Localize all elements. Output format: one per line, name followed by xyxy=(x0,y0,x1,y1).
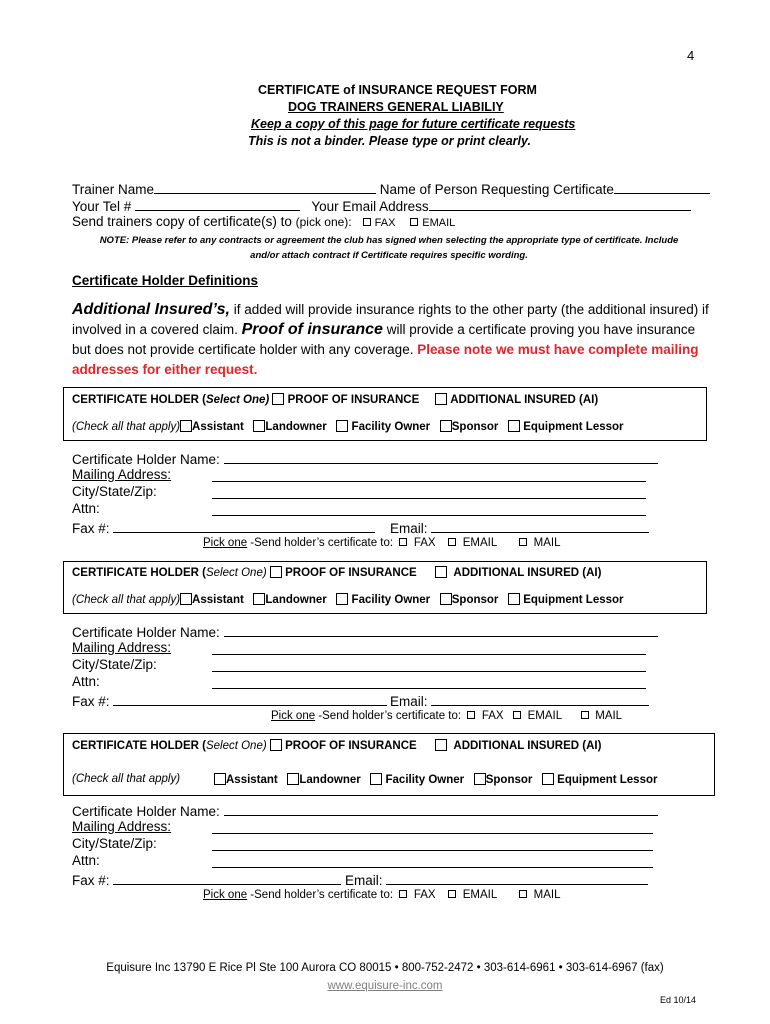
holder-3-fax-field[interactable] xyxy=(113,871,341,885)
holder-1-send-email-checkbox[interactable] xyxy=(448,538,456,546)
holder-2-attn-field[interactable] xyxy=(212,675,646,689)
holder-1-fax-label: Fax #: xyxy=(72,521,110,536)
holder-2-ai-option xyxy=(435,566,601,579)
holder-3-city-field[interactable] xyxy=(212,837,653,851)
send-copy-row xyxy=(72,214,455,229)
holder-1-proof-label: PROOF OF INSURANCE xyxy=(287,394,420,406)
holder-1-ai-option xyxy=(435,393,598,406)
holder-2-facility-checkbox[interactable] xyxy=(336,593,348,605)
holder-3-attn-label: Attn: xyxy=(72,853,100,868)
holder-3-lessor-checkbox[interactable] xyxy=(542,773,554,785)
requester-name-field[interactable] xyxy=(614,180,710,194)
holder-1-sponsor-label: Sponsor xyxy=(451,421,499,433)
holder-2-send-label: -Send holder’s certificate to: xyxy=(315,710,462,722)
holder-1-proof-checkbox[interactable] xyxy=(272,393,284,405)
holder-1-send-mail-label: MAIL xyxy=(533,537,561,549)
holder-3-proof-label: PROOF OF INSURANCE xyxy=(285,740,417,752)
holder-2-email-row xyxy=(390,692,649,709)
footer-website-link[interactable]: www.equisure-inc.com xyxy=(327,980,443,992)
holder-3-sponsor-label: Sponsor xyxy=(485,774,533,786)
trainer-email-checkbox[interactable] xyxy=(410,218,418,226)
holder-3-header: CERTIFICATE HOLDER ( xyxy=(72,740,206,752)
holder-1-lessor-checkbox[interactable] xyxy=(508,420,520,432)
holder-1-send-label: -Send holder’s certificate to: xyxy=(247,537,394,549)
holder-3-name-row xyxy=(72,802,658,819)
additional-insured-term: Additional Insured’s, xyxy=(72,301,230,318)
pick-one-paren: (pick one): xyxy=(295,215,352,229)
holder-1-sponsor-checkbox[interactable] xyxy=(440,420,452,432)
tel-row xyxy=(72,197,691,214)
holder-1-ai-label: ADDITIONAL INSURED (AI) xyxy=(450,394,599,406)
holder-2-header: CERTIFICATE HOLDER ( xyxy=(72,567,206,579)
holder-1-mailing-label: Mailing Address: xyxy=(72,467,172,482)
holder-1-send-fax-checkbox[interactable] xyxy=(399,538,407,546)
holder-1-name-label: Certificate Holder Name: xyxy=(72,452,220,467)
trainer-fax-checkbox[interactable] xyxy=(363,218,371,226)
email-address-field[interactable] xyxy=(429,197,691,211)
holder-3-lessor-label: Equipment Lessor xyxy=(557,774,658,786)
trainer-name-row xyxy=(72,180,710,197)
holder-3-select-one: Select One) xyxy=(205,740,267,752)
holder-1-city-label: City/State/Zip: xyxy=(72,484,157,499)
holder-3-name-field[interactable] xyxy=(224,802,658,816)
holder-3-pick-row xyxy=(203,889,560,901)
holder-2-name-label: Certificate Holder Name: xyxy=(72,625,220,640)
holder-3-name-label: Certificate Holder Name: xyxy=(72,804,220,819)
holder-2-name-field[interactable] xyxy=(224,623,658,637)
holder-1-header: CERTIFICATE HOLDER ( xyxy=(72,394,206,406)
proof-of-insurance-text: will provide a certificate proving you have insurance but does not provide certificate holder with any coverage. xyxy=(72,322,696,357)
trainer-name-label: Trainer Name xyxy=(72,182,155,197)
holder-2-send-mail-label: MAIL xyxy=(595,710,623,722)
holder-3-ai-label: ADDITIONAL INSURED (AI) xyxy=(453,740,602,752)
holder-2-attn-label: Attn: xyxy=(72,674,100,689)
holder-1-assistant-checkbox[interactable] xyxy=(180,420,192,432)
holder-3-send-fax-checkbox[interactable] xyxy=(399,890,407,898)
holder-2-proof-label: PROOF OF INSURANCE xyxy=(285,567,417,579)
holder-1-attn-field[interactable] xyxy=(212,502,646,516)
holder-2-ai-checkbox[interactable] xyxy=(435,566,447,578)
holder-3-send-label: -Send holder’s certificate to: xyxy=(247,889,394,901)
holder-3-fax-label: Fax #: xyxy=(72,873,110,888)
holder-3-assistant-label: Assistant xyxy=(226,774,278,786)
edition-label: Ed 10/14 xyxy=(660,995,697,1005)
holder-3-facility-checkbox[interactable] xyxy=(370,773,382,785)
holder-3-type-row xyxy=(72,739,417,752)
holder-3-sponsor-checkbox[interactable] xyxy=(474,773,486,785)
holder-1-email-row xyxy=(390,519,649,536)
holder-2-fax-field[interactable] xyxy=(113,692,387,706)
holder-1-name-field[interactable] xyxy=(224,450,658,464)
send-copy-label: Send trainers copy of certificate(s) to xyxy=(72,214,292,229)
holder-3-fax-row xyxy=(72,871,341,888)
holder-2-sponsor-label: Sponsor xyxy=(451,594,499,606)
holder-3-send-fax-label: FAX xyxy=(413,889,436,901)
holder-3-mailing-label: Mailing Address: xyxy=(72,819,172,834)
holder-3-facility-label: Facility Owner xyxy=(385,774,465,786)
trainer-name-field[interactable] xyxy=(154,180,376,194)
holder-1-facility-checkbox[interactable] xyxy=(336,420,348,432)
trainer-email-label: EMAIL xyxy=(422,217,456,229)
holder-2-type-row xyxy=(72,566,417,579)
holder-3-email-field[interactable] xyxy=(386,871,648,885)
holder-2-select-one: Select One) xyxy=(205,567,267,579)
holder-2-fax-row xyxy=(72,692,387,709)
requester-name-label: Name of Person Requesting Certificate xyxy=(379,182,614,197)
holder-2-send-email-checkbox[interactable] xyxy=(513,711,521,719)
holder-2-landowner-label: Landowner xyxy=(265,594,327,606)
holder-3-roles-row xyxy=(214,773,657,786)
holder-3-check-all: (Check all that apply) xyxy=(72,773,181,785)
holder-2-assistant-label: Assistant xyxy=(192,594,244,606)
holder-1-email-label: Email: xyxy=(390,521,428,536)
holder-1-attn-label: Attn: xyxy=(72,501,100,516)
holder-3-proof-checkbox[interactable] xyxy=(270,739,282,751)
holder-3-mailing-field[interactable] xyxy=(212,820,653,834)
holder-1-type-row xyxy=(72,393,419,406)
holder-1-select-one: Select One) xyxy=(205,394,270,406)
holder-3-send-email-label: EMAIL xyxy=(462,889,497,901)
holder-3-city-label: City/State/Zip: xyxy=(72,836,157,851)
holder-1-roles-row xyxy=(72,420,624,433)
holder-2-city-label: City/State/Zip: xyxy=(72,657,157,672)
holder-3-pick-one: Pick one xyxy=(203,889,248,901)
contract-note: NOTE: Please refer to any contracts or agreement the club has signed when selecting the appropriate type of certificate. Include and/or attach contract if Certificate requires specific wording. xyxy=(99,235,679,261)
form-title: CERTIFICATE of INSURANCE REQUEST FORM xyxy=(258,83,537,97)
holder-1-fax-row xyxy=(72,519,375,536)
holder-3-landowner-checkbox[interactable] xyxy=(287,773,299,785)
holder-2-proof-checkbox[interactable] xyxy=(270,566,282,578)
holder-3-send-mail-checkbox[interactable] xyxy=(519,890,527,898)
holder-2-email-label: Email: xyxy=(390,694,428,709)
page-number: 4 xyxy=(687,48,695,63)
holder-2-send-fax-checkbox[interactable] xyxy=(467,711,475,719)
holder-1-send-fax-label: FAX xyxy=(413,537,436,549)
holder-1-facility-label: Facility Owner xyxy=(351,421,431,433)
holder-2-fax-label: Fax #: xyxy=(72,694,110,709)
holder-2-sponsor-checkbox[interactable] xyxy=(440,593,452,605)
trainer-fax-label: FAX xyxy=(374,217,396,229)
holder-2-assistant-checkbox[interactable] xyxy=(180,593,192,605)
holder-3-send-mail-label: MAIL xyxy=(533,889,561,901)
holder-2-lessor-checkbox[interactable] xyxy=(508,593,520,605)
holder-2-send-mail-checkbox[interactable] xyxy=(581,711,589,719)
tel-label: Your Tel # xyxy=(72,199,132,214)
footer-address: Equisure Inc 13790 E Rice Pl Ste 100 Aurora CO 80015 • 800-752-2472 • 303-614-6961 • 303-614-6967 (fax) xyxy=(106,962,664,974)
holder-1-email-field[interactable] xyxy=(431,519,649,533)
holder-1-name-row xyxy=(72,450,658,467)
holder-1-pick-row xyxy=(203,537,560,549)
holder-1-ai-checkbox[interactable] xyxy=(435,393,447,405)
holder-1-landowner-checkbox[interactable] xyxy=(253,420,265,432)
holder-2-facility-label: Facility Owner xyxy=(351,594,431,606)
definitions-paragraph xyxy=(72,300,712,380)
keep-copy-instruction: Keep a copy of this page for future certificate requests xyxy=(251,117,576,131)
holder-2-email-field[interactable] xyxy=(431,692,649,706)
holder-1-landowner-label: Landowner xyxy=(265,421,327,433)
mailing-address-warning: Please note we must have complete mailing addresses for either request. xyxy=(72,342,699,377)
holder-3-ai-option xyxy=(435,739,601,752)
holder-1-pick-one: Pick one xyxy=(203,537,248,549)
holder-2-city-field[interactable] xyxy=(212,658,646,672)
holder-2-send-fax-label: FAX xyxy=(481,710,504,722)
holder-2-lessor-label: Equipment Lessor xyxy=(523,594,624,606)
holder-2-pick-row xyxy=(271,710,622,722)
holder-2-landowner-checkbox[interactable] xyxy=(253,593,265,605)
tel-field[interactable] xyxy=(135,197,300,211)
holder-2-send-email-label: EMAIL xyxy=(527,710,562,722)
holder-2-roles-row xyxy=(72,593,624,606)
holder-1-lessor-label: Equipment Lessor xyxy=(523,421,624,433)
holder-2-ai-label: ADDITIONAL INSURED (AI) xyxy=(453,567,602,579)
holder-1-mailing-field[interactable] xyxy=(212,468,646,482)
holder-3-email-label: Email: xyxy=(345,873,383,888)
not-binder-instruction: This is not a binder. Please type or print clearly. xyxy=(248,134,531,148)
form-subtitle: DOG TRAINERS GENERAL LIABILIY xyxy=(288,100,504,114)
email-address-label: Your Email Address xyxy=(311,199,429,214)
proof-of-insurance-term: Proof of insurance xyxy=(241,321,383,338)
holder-2-mailing-field[interactable] xyxy=(212,641,646,655)
holder-2-pick-one: Pick one xyxy=(271,710,316,722)
holder-2-mailing-label: Mailing Address: xyxy=(72,640,172,655)
holder-1-check-all: (Check all that apply) xyxy=(72,421,181,433)
holder-1-send-mail-checkbox[interactable] xyxy=(519,538,527,546)
holder-1-city-field[interactable] xyxy=(212,485,646,499)
holder-3-email-row xyxy=(345,871,648,888)
definitions-heading: Certificate Holder Definitions xyxy=(72,273,259,288)
holder-3-landowner-label: Landowner xyxy=(299,774,361,786)
holder-1-send-email-label: EMAIL xyxy=(462,537,497,549)
holder-1-fax-field[interactable] xyxy=(113,519,375,533)
holder-2-name-row xyxy=(72,623,658,640)
holder-2-check-all: (Check all that apply) xyxy=(72,594,181,606)
holder-3-assistant-checkbox[interactable] xyxy=(214,773,226,785)
additional-insured-text: if added will provide insurance rights to the other party (the additional insured) if involved in a covered claim. xyxy=(72,302,709,337)
holder-3-send-email-checkbox[interactable] xyxy=(448,890,456,898)
holder-1-assistant-label: Assistant xyxy=(192,421,244,433)
holder-3-ai-checkbox[interactable] xyxy=(435,739,447,751)
holder-3-attn-field[interactable] xyxy=(212,854,653,868)
